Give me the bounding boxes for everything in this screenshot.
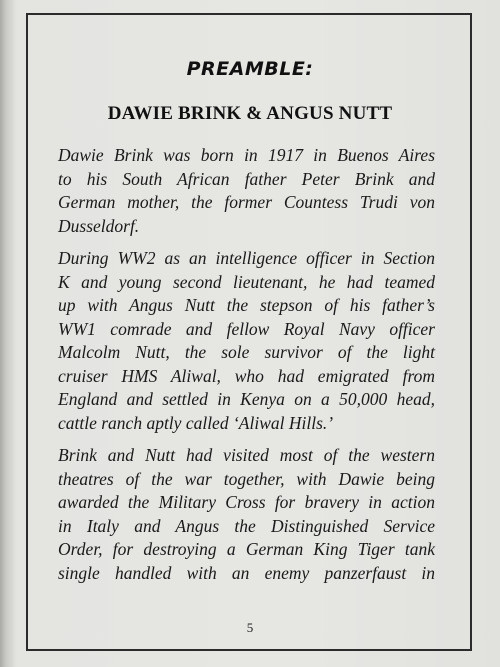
paragraph-1	[58, 144, 435, 238]
text-line: single handled with an enemy panzerfaust in	[58, 562, 435, 583]
page-binding-edge	[0, 0, 14, 667]
text-line: K and young second lieutenant, he had teamed	[58, 271, 435, 292]
text-line: up with Angus Nutt the stepson of his father’s	[58, 295, 435, 315]
page-number: 5	[246, 620, 254, 635]
text-line: cattle ranch aptly called ‘Aliwal Hills.’	[58, 412, 334, 433]
text-line: During WW2 as an intelligence officer in Section	[58, 248, 435, 268]
text-line: theatres of the war together, with Dawie being	[58, 468, 435, 489]
chapter-title: DAWIE BRINK & ANGUS NUTT	[107, 103, 393, 124]
text-line: Dusseldorf.	[58, 215, 140, 236]
text-line: in Italy and Angus the Distinguished Service	[58, 515, 435, 536]
text-line: cruiser HMS Aliwal, who had emigrated from	[58, 365, 435, 386]
text-line: WW1 comrade and fellow Royal Navy officer	[58, 318, 435, 339]
text-line: Order, for destroying a German King Tiger tank	[58, 539, 435, 559]
text-line: Brink and Nutt had visited most of the western	[58, 445, 435, 465]
text-line: England and settled in Kenya on a 50,000 head,	[58, 389, 435, 409]
text-line: Dawie Brink was born in 1917 in Buenos Aires	[58, 145, 435, 165]
text-line: awarded the Military Cross for bravery in action	[58, 492, 435, 512]
text-line: Malcolm Nutt, the sole survivor of the light	[58, 342, 435, 362]
paragraph-2	[58, 247, 435, 435]
paragraph-3	[58, 444, 435, 585]
text-line: German mother, the former Countess Trudi von	[58, 192, 435, 212]
text-line: to his South African father Peter Brink and	[58, 168, 435, 189]
body-text	[58, 144, 435, 594]
preamble-heading: PREAMBLE:	[186, 58, 314, 80]
